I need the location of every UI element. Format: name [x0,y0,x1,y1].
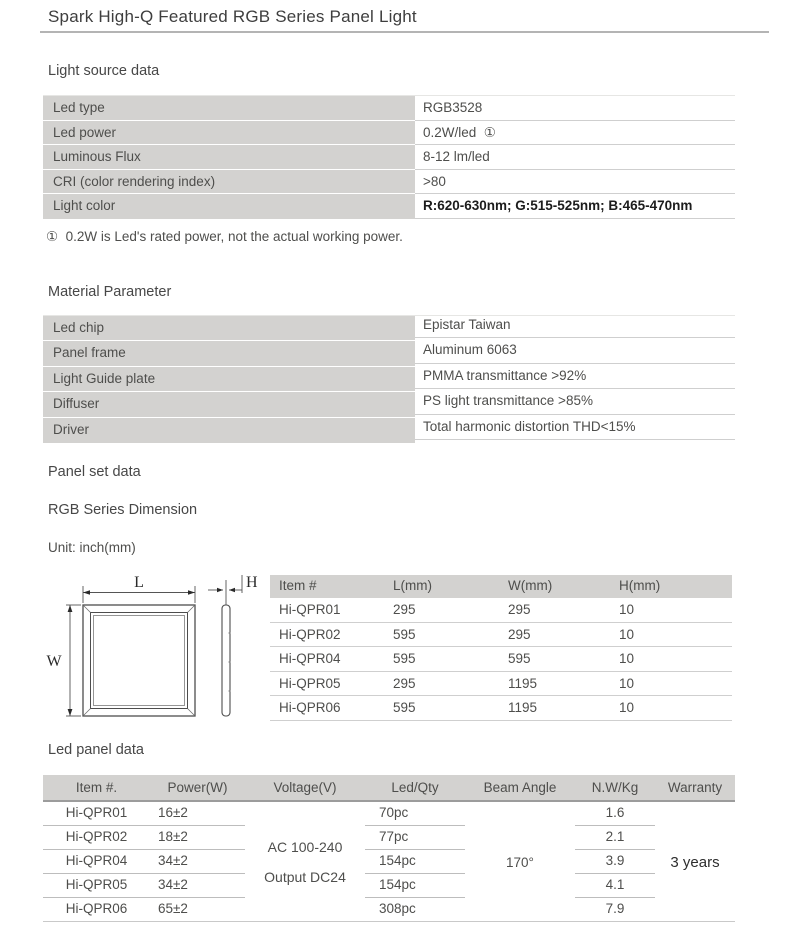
cell-l: 595 [393,626,416,642]
table-row-label: Panel frame [43,341,415,366]
cell-l: 595 [393,651,416,667]
table-row-label: Diffuser [43,392,415,417]
cell-item: Hi-QPR01 [65,805,128,820]
table-row-label: Led power [43,121,415,146]
item-power-columns [43,802,245,922]
cell-nw: 1.6 [575,802,655,826]
led-qty-column [365,802,465,922]
cell-w: 595 [508,651,531,667]
cell-w: 295 [508,602,531,617]
led-panel-table-header [43,775,735,802]
dimension-table-header [270,575,732,598]
table-row-label: Light Guide plate [43,367,415,392]
column-header: Warranty [667,780,723,795]
cell-power: 34±2 [158,877,188,892]
column-header: Led/Qty [391,780,439,795]
cell-w: 1195 [508,675,538,691]
cell-w: 1195 [508,700,538,716]
table-row [270,696,732,721]
cell-item: Hi-QPR06 [279,700,341,716]
led-panel-table-body [43,802,735,922]
title-divider [40,31,769,33]
light-source-table [43,95,735,219]
table-row [270,598,732,623]
column-header: Item # [279,578,317,593]
cell-item: Hi-QPR04 [65,853,128,868]
cell-nw: 7.9 [605,901,625,916]
diagram-label-L: L [134,574,144,591]
column-header: Voltage(V) [273,780,337,795]
table-row-value: 0.2W/led ① [415,121,735,146]
column-header: L(mm) [393,578,432,593]
table-row [43,850,245,874]
light-source-value-column [415,96,735,219]
cell-item: Hi-QPR06 [65,901,128,916]
cell-l: 295 [393,602,416,617]
cell-h: 10 [619,602,635,617]
unit-note: Unit: inch(mm) [48,540,136,555]
cell-power: 18±2 [158,829,188,844]
cell-h: 10 [619,700,635,716]
cell-power: 16±2 [158,805,188,820]
table-row-label: Luminous Flux [43,145,415,170]
cell-qty: 308pc [379,901,416,916]
table-row [43,826,245,850]
cell-nw: 2.1 [575,826,655,850]
cell-h: 10 [619,626,635,642]
table-row-label: Led type [43,96,415,121]
column-header: Beam Angle [483,780,557,795]
subheading-rgb-dimension: RGB Series Dimension [48,502,198,518]
table-row-value: Epistar Taiwan [415,313,735,338]
cell-qty: 77pc [365,826,465,850]
dimension-table-body [270,598,732,721]
column-header: Item #. [75,780,118,795]
panel-dimension-diagram [40,563,275,733]
light-source-label-column [43,96,415,219]
cell-item: Hi-QPR05 [65,877,128,892]
cell-item: Hi-QPR02 [65,829,128,844]
table-row-value-light-color: R:620-630nm; G:515-525nm; B:465-470nm [415,194,735,219]
table-row-value: 8-12 lm/led [415,145,735,170]
column-header: N.W/Kg [591,780,639,795]
diagram-label-H: H [246,574,258,591]
voltage-line-1: AC 100-240 [267,839,343,855]
cell-l: 595 [393,700,416,716]
material-label-column [43,316,415,443]
table-row-label: Driver [43,418,415,443]
cell-item: Hi-QPR05 [279,675,341,691]
section-heading-led-panel: Led panel data [48,742,144,758]
cell-nw: 3.9 [575,850,655,874]
warranty-merged-cell: 3 years [670,853,720,871]
page-title: Spark High-Q Featured RGB Series Panel Light [48,7,417,26]
voltage-merged-cell [245,802,365,922]
table-row [43,898,245,922]
table-row-value: Aluminum 6063 [415,338,735,363]
table-row-label: Led chip [43,316,415,341]
section-heading-light-source: Light source data [48,63,160,79]
cell-l: 295 [393,675,416,691]
cell-item: Hi-QPR01 [279,602,341,617]
table-row-value: >80 [415,170,735,195]
table-row [43,874,245,898]
cell-item: Hi-QPR04 [279,651,341,667]
cell-h: 10 [619,651,635,667]
table-row-label: CRI (color rendering index) [43,170,415,195]
table-row [270,623,732,648]
column-header: Power(W) [167,780,228,795]
material-value-column [415,313,735,443]
cell-power: 65±2 [158,901,188,916]
table-row-value: PMMA transmittance >92% [415,364,735,389]
diagram-label-W: W [46,653,62,670]
cell-h: 10 [619,675,635,691]
footnote: ① 0.2W is Led's rated power, not the actual working power. [46,229,403,244]
net-weight-column [575,802,655,922]
table-row-label: Light color [43,194,415,219]
section-heading-panel-set: Panel set data [48,464,141,480]
beam-angle-merged-cell: 170° [506,854,534,870]
section-heading-material: Material Parameter [48,284,172,300]
column-header: H(mm) [619,578,661,593]
cell-w: 295 [508,626,531,642]
voltage-line-2: Output DC24 [264,869,346,885]
cell-qty: 154pc [365,874,465,898]
table-row [43,802,245,826]
table-row-value: RGB3528 [415,96,735,121]
cell-item: Hi-QPR02 [279,626,341,642]
table-row [270,672,732,697]
table-row [270,647,732,672]
column-header: W(mm) [508,578,553,593]
table-row-value: PS light transmittance >85% [415,389,735,414]
material-parameter-table [43,315,735,443]
cell-qty: 70pc [365,802,465,826]
cell-power: 34±2 [158,853,188,868]
cell-qty: 154pc [365,850,465,874]
table-row-value: Total harmonic distortion THD<15% [415,415,735,440]
cell-nw: 4.1 [575,874,655,898]
